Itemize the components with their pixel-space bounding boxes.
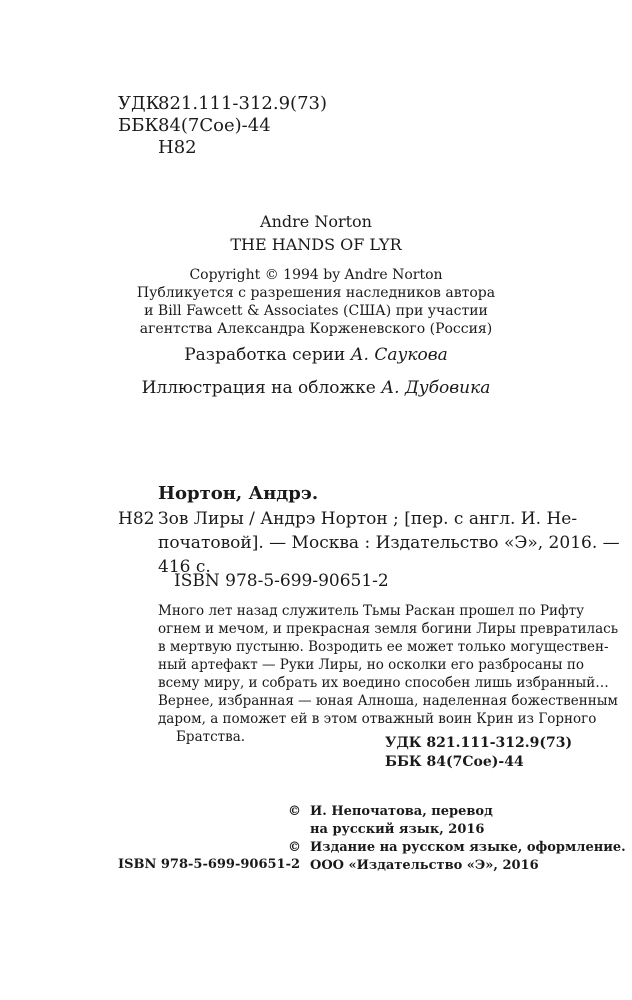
udk-value: 821.111-312.9(73) [158,93,327,114]
record-description-line-3: 416 с. [158,557,211,577]
copyright-line-3: и Bill Fawcett & Associates (США) при участии [144,303,488,319]
bbk-value: 84(7Сое)-44 [158,115,271,136]
udk-line [118,92,327,116]
cover-credit [0,377,632,399]
record-author-heading: Нортон, Андрэ. [158,483,319,504]
bold-udk: УДК 821.111-312.9(73) [385,735,573,751]
author-mark: Н82 [158,137,197,158]
original-title: THE HANDS OF LYR [230,235,402,254]
annotation-line: даром, а поможет ей в этом отважный воин Крин из Горного [158,711,597,727]
annotation-line: ный артефакт — Руки Лиры, но осколки его разбросаны по [158,657,584,673]
rights-edition-text-1: Издание на русском языке, оформление. [310,840,626,855]
series-credit-label: Разработка серии [184,345,346,365]
bbk-line [118,114,271,138]
rights-translation-text-2: на русский язык, 2016 [310,822,485,837]
annotation-line: Много лет назад служитель Тьмы Раскан прошел по Рифту [158,603,585,619]
record-description-line-2: початовой]. — Москва : Издательство «Э», 2016. — [158,533,620,553]
series-credit-name: А. Саукова [350,345,448,365]
copyright-line-1: Copyright © 1994 by Andre Norton [189,267,443,283]
cover-credit-name: А. Дубовика [381,378,491,398]
series-credit [0,344,632,366]
copyright-symbol: © [288,804,301,819]
isbn-bottom: ISBN 978-5-699-90651-2 [118,857,301,872]
copyright-symbol: © [288,840,301,855]
annotation-line: огнем и мечом, и прекрасная земля богини Лиры превратилась [158,621,619,637]
annotation [158,602,619,746]
original-author: Andre Norton [260,212,372,231]
record-description-line-1: Зов Лиры / Андрэ Нортон ; [пер. с англ. И. Не- [158,509,578,529]
cover-credit-label: Иллюстрация на обложке [141,378,376,398]
udk-label: УДК [118,93,160,114]
rights-edition-line-2 [288,857,539,875]
annotation-line: Вернее, избранная — юная Алноша, наделенная божественным [158,693,618,709]
copyright-line-4: агентства Александра Корженевского (Россия) [139,321,493,337]
record-mark: Н82 [118,509,155,529]
record-isbn: ISBN 978-5-699-90651-2 [174,571,389,591]
annotation-line: в мертвую пустыню. Возродить ее может только могуществен- [158,639,609,655]
copyright-line-2: Публикуется с разрешения наследников автора [136,285,496,301]
rights-translation-line-1 [288,803,493,821]
bbk-label: ББК [118,115,159,136]
bold-bbk: ББК 84(7Сое)-44 [385,754,524,770]
annotation-line: Братства. [176,729,246,745]
annotation-line: всему миру, и собрать их воедино способен лишь избранный… [158,675,609,691]
rights-translation-text-1: И. Непочатова, перевод [310,804,493,819]
rights-translation-line-2 [288,821,484,839]
rights-edition-line-1 [288,839,626,857]
rights-edition-text-2: ООО «Издательство «Э», 2016 [310,858,539,873]
